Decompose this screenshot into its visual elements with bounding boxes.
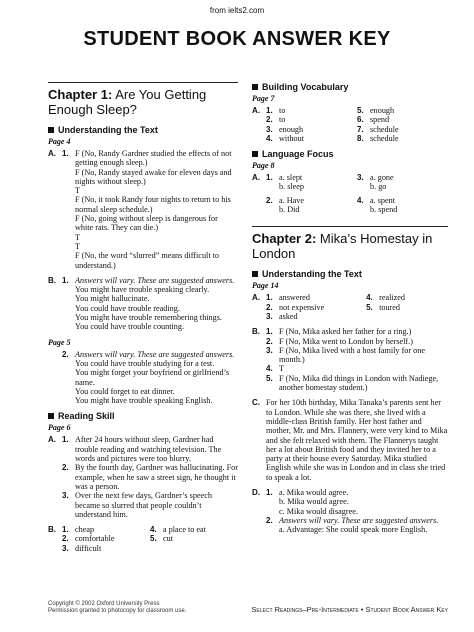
answer-block: A. 1. answered 2. not expensive 3. asked 4. realized 5. toured B. 1. F (No, Mika asked her father for a ring.) 2. F (No, Mika went to London by herself.) 3. F (No, Mika lived with a host family for one month.) 4. T 5. F (No, Mika did things in London with Nadiege, another homestay student.) C. For her 10th birthday, Mika Tanaka’s parents sent her to London. While she was there, she lived with a middle-class British family. Her host father and mother, Mr. and Mrs. Flannery, were very kind to Mika and she felt relaxed with them. The Flannerys taught her a lot about British food and they invited her to a party at their house every Saturday. Mika studied English while she was in London and in class she tried to speak a lot. D. 1. a. Mika would agree. b. Mika would agree. c. Mika would disagree. 2. Answers will vary. These are suggested answers. a. Advantage: She could speak more English. xyxy=(252,293,448,535)
section-heading: Language Focus xyxy=(252,149,448,159)
right-column xyxy=(252,82,448,535)
answer-block: 2. Answers will vary. These are suggested answers. You could have trouble studying for a test. You might forget your boyfriend or girlfriend’s name. You could forget to eat dinner. You might have trouble speaking English. xyxy=(62,349,235,406)
section-heading: Understanding the Text xyxy=(48,125,238,135)
answer-block: A. 1. a. slept b. sleep 2. a. Have b. Did 3. a. gone b. go 4. a. spent b. spend xyxy=(252,173,398,215)
source-url: from ielts2.com xyxy=(209,6,265,15)
chapter2-heading xyxy=(252,231,448,261)
divider xyxy=(252,226,448,227)
square-bullet-icon xyxy=(48,413,54,419)
chapter-title: Are You Getting Enough Sleep? xyxy=(48,87,207,117)
chapter-title: Mika’s Homestay in London xyxy=(252,231,433,262)
copyright: Copyright © 2002 Oxford University Press Permission granted to photocopy for classroom use. xyxy=(48,601,187,614)
footer-title: Select Readings–Pre-Intermediate • Student Book Answer Key xyxy=(251,605,448,614)
square-bullet-icon xyxy=(252,151,258,157)
chapter-label: Chapter 2: xyxy=(252,231,317,247)
chapter-label: Chapter 1: xyxy=(48,87,113,102)
page-ref: Page 4 xyxy=(48,137,71,146)
page-ref: Page 6 xyxy=(48,423,71,433)
square-bullet-icon xyxy=(252,84,258,90)
answer-block: A. 1. After 24 hours without sleep, Gardner had trouble reading and watching television. The words and pictures were too blurry. 2. By the fourth day, Gardner was hallucinating. For example, when he saw a street sign, he thought it was a person. 3. Over the next few days, Gardner’s speech became so slurred that people couldn’t understand him. B. 1. cheap 2. comfortable 3. difficult 4. a place to eat 5. cut xyxy=(48,435,238,553)
square-bullet-icon xyxy=(48,127,54,133)
left-column xyxy=(48,82,238,553)
page-ref: Page 7 xyxy=(252,94,275,103)
chapter1-heading xyxy=(48,87,238,117)
section-heading: Reading Skill xyxy=(48,411,238,421)
page-ref: Page 5 xyxy=(48,337,71,347)
section-heading: Building Vocabulary xyxy=(252,82,448,92)
section-heading: Understanding the Text xyxy=(252,269,448,279)
square-bullet-icon xyxy=(252,271,258,277)
answer-block: A. 1. to 2. to 3. enough 4. without 5. enough 6. spend 7. schedule 8. schedule xyxy=(252,106,399,143)
page-ref: Page 14 xyxy=(252,281,279,291)
answer-block: A. 1. F (No, Randy Gardner studied the effects of not getting enough sleep.) F (No, Randy stayed awake for eleven days and nights without sleep.) T F (No, it took Randy four nights to return to his normal sleep schedule.) F (No, going without sleep is dangerous for white rats. They can die.) T T F (No, the word “slurred” means difficult to understand.) B. 1. Answers will vary. These are suggested answers. You might have trouble speaking clearly. You might hallucinate. You could have trouble reading. You might have trouble remembering things. You could have trouble counting. xyxy=(48,149,235,332)
divider xyxy=(48,82,238,83)
page-ref: Page 8 xyxy=(252,161,275,171)
page-title: STUDENT BOOK ANSWER KEY xyxy=(83,28,391,50)
